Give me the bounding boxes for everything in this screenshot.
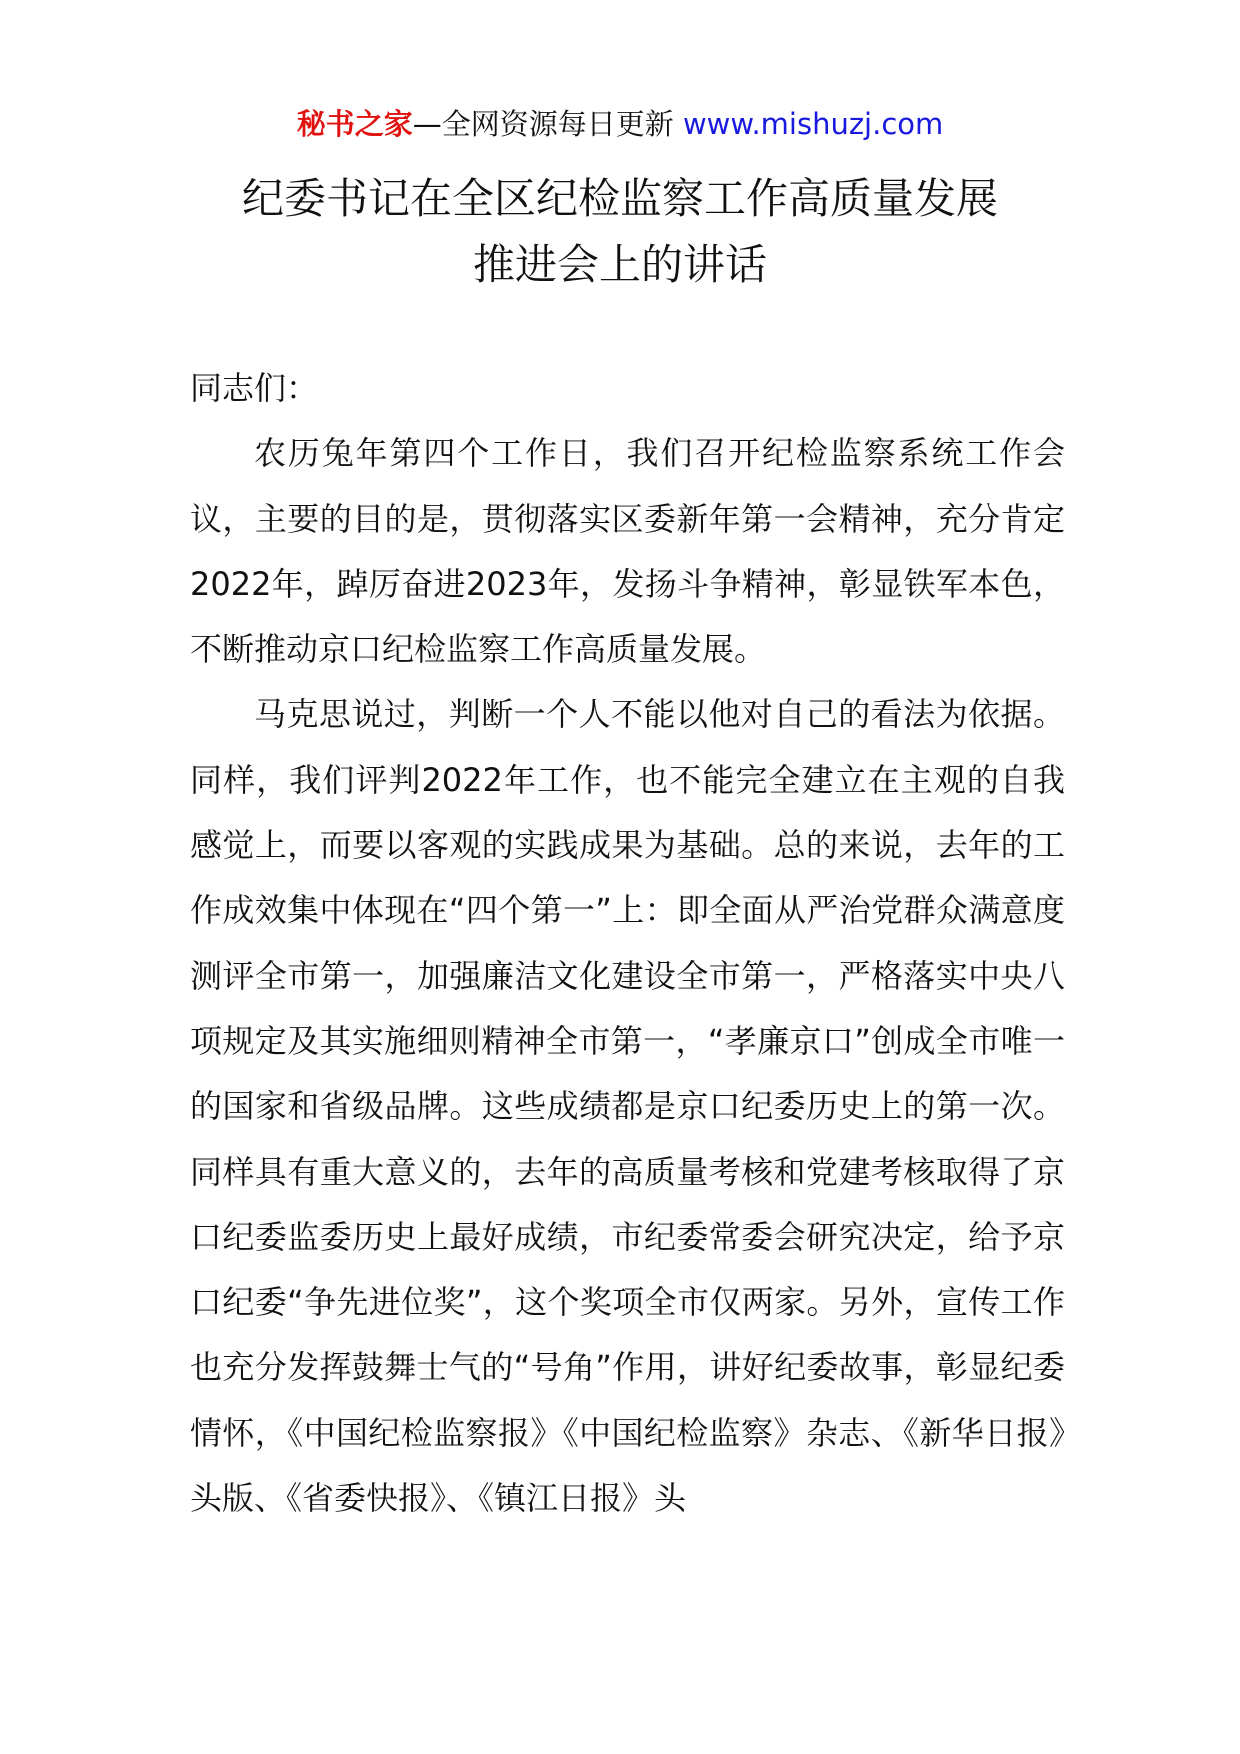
paragraph-1: 农历兔年第四个工作日，我们召开纪检监察系统工作会议，主要的目的是，贯彻落实区委新年第一会精神，充分肯定2022年，踔厉奋进2023年，发扬斗争精神，彰显铁军本色，不断推动京口纪检监察工作高质量发展。 [190,434,1065,669]
brand-tagline: —全网资源每日更新 [412,107,674,141]
document-body [190,356,1065,1531]
document-title [0,166,1240,298]
salutation: 同志们： [190,369,319,407]
title-line-1: 纪委书记在全区纪检监察工作高质量发展 [241,174,998,223]
site-url-link[interactable]: www.mishuzj.com [682,107,944,141]
paragraph-2: 马克思说过，判断一个人不能以他对自己的看法为依据。同样，我们评判2022年工作，也不能完全建立在主观的自我感觉上，而要以客观的实践成果为基础。总的来说，去年的工作成效集中体现在“四个第一”上：即全面从严治党群众满意度测评全市第一，加强廉洁文化建设全市第一，严格落实中央八项规定及其实施细则精神全市第一，“孝廉京口”创成全市唯一的国家和省级品牌。这些成绩都是京口纪委历史上的第一次。同样具有重大意义的，去年的高质量考核和党建考核取得了京口纪委监委历史上最好成绩，市纪委常委会研究决定，给予京口纪委“争先进位奖”，这个奖项全市仅两家。另外，宣传工作也充分发挥鼓舞士气的“号角”作用，讲好纪委故事，彰显纪委情怀，《中国纪检监察报》《中国纪检监察》杂志、《新华日报》头版、《省委快报》、《镇江日报》头 [190,695,1065,1518]
title-line-2: 推进会上的讲话 [472,240,767,289]
brand-name: 秘书之家 [296,107,413,141]
site-header [0,104,1240,144]
